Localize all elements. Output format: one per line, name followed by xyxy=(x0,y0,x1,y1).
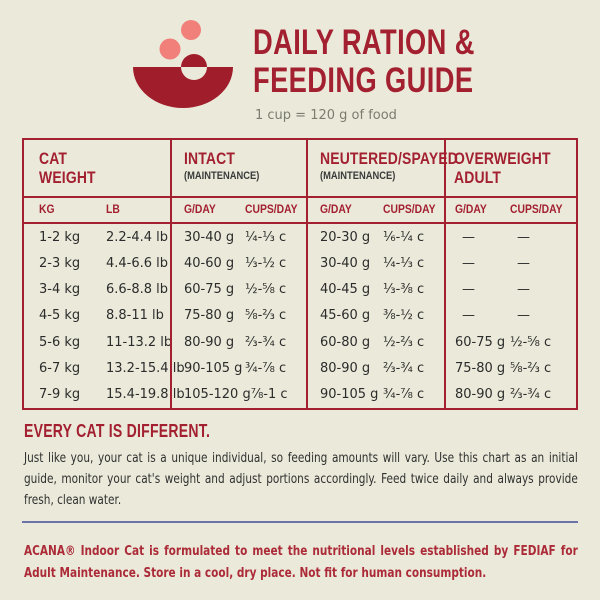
feeding-table xyxy=(22,138,578,410)
cell-kg: 5-6 kg xyxy=(39,334,81,350)
cell-grams: — xyxy=(462,282,475,298)
column-overweight-adult xyxy=(444,140,576,408)
cell-lb: 8.8-11 lb xyxy=(106,308,164,324)
column-data xyxy=(446,224,576,408)
cell-cups: ⅔-¾ c xyxy=(510,387,552,403)
cell-lb: 6.6-8.8 lb xyxy=(106,282,169,298)
table-row xyxy=(24,250,185,276)
cell-grams: 105-120 g xyxy=(184,387,251,403)
table-row xyxy=(172,250,306,276)
page-title-line2: FEEDING GUIDE xyxy=(253,61,474,100)
cell-lb: 15.4-19.8 lb xyxy=(106,387,185,403)
cell-cups: — xyxy=(517,308,530,324)
table-row xyxy=(24,355,185,381)
table-row xyxy=(24,224,185,250)
cell-cups: ⅜-½ c xyxy=(383,308,425,324)
cell-kg: 6-7 kg xyxy=(39,361,81,377)
page-title-line1: DAILY RATION & xyxy=(253,23,475,62)
column-data xyxy=(172,224,306,408)
subheader-cupsday: CUPS/DAY xyxy=(510,204,563,216)
cell-lb: 2.2-4.4 lb xyxy=(106,229,169,245)
column-intact xyxy=(170,140,306,408)
cell-grams: 60-80 g xyxy=(320,334,371,350)
column-title: OVERWEIGHT xyxy=(454,149,551,168)
table-row xyxy=(308,382,444,408)
cell-grams: — xyxy=(462,229,475,245)
cell-cups: — xyxy=(517,282,530,298)
cell-grams: 75-80 g xyxy=(184,308,235,324)
cell-cups: ¾-⅞ c xyxy=(245,361,287,377)
table-row xyxy=(308,355,444,381)
cell-cups: ⅔-¾ c xyxy=(383,361,425,377)
column-data xyxy=(308,224,444,408)
table-row xyxy=(172,303,306,329)
cell-cups: ½-⅝ c xyxy=(245,282,287,298)
cell-kg: 7-9 kg xyxy=(39,387,81,403)
cell-grams: 45-60 g xyxy=(320,308,371,324)
cell-cups: ¼-⅓ c xyxy=(245,229,287,245)
cell-cups: ⅝-⅔ c xyxy=(245,308,287,324)
table-row xyxy=(172,329,306,355)
table-row xyxy=(24,329,185,355)
column-neutered-spayed xyxy=(306,140,459,408)
cell-cups: ¾-⅞ c xyxy=(383,387,425,403)
cell-grams: 30-40 g xyxy=(184,229,235,245)
cell-cups: ⅓-⅜ c xyxy=(383,282,425,298)
column-title: INTACT xyxy=(184,149,236,168)
table-row xyxy=(308,303,444,329)
page-title xyxy=(253,24,537,100)
table-row xyxy=(172,224,306,250)
table-row xyxy=(172,382,306,408)
cell-cups: ⅞-1 c xyxy=(250,387,288,403)
column-header: OVERWEIGHT ADULT xyxy=(446,140,576,198)
table-row xyxy=(308,250,444,276)
cell-grams: 90-105 g xyxy=(320,387,379,403)
cell-kg: 4-5 kg xyxy=(39,308,81,324)
cell-grams: 20-30 g xyxy=(320,229,371,245)
column-data xyxy=(24,224,185,408)
column-title: NEUTERED/SPAYED xyxy=(320,149,459,168)
column-header xyxy=(172,140,306,198)
cell-lb: 13.2-15.4 lb xyxy=(106,361,185,377)
column-subtitle: (MAINTENANCE) xyxy=(184,170,260,182)
cell-grams: 40-45 g xyxy=(320,282,371,298)
table-row xyxy=(24,277,185,303)
table-row xyxy=(446,250,576,276)
subheader-row xyxy=(172,198,306,224)
subheader-gday: G/DAY xyxy=(455,204,487,216)
bowl-with-kibble-icon xyxy=(130,15,240,115)
cell-cups: — xyxy=(517,255,530,271)
cell-cups: ⅓-½ c xyxy=(245,255,287,271)
cell-grams: — xyxy=(462,255,475,271)
notes-text: Just like you, your cat is a unique individual, so feeding amounts will vary. Use this chart as an initial guide, monitor your cat's weight and adjust portions accordingly. Feed twice daily and always provide fresh, clean water. xyxy=(24,450,578,508)
cell-cups: ½-⅔ c xyxy=(383,334,425,350)
table-row xyxy=(308,277,444,303)
table-row xyxy=(172,355,306,381)
subheader-row xyxy=(24,198,170,224)
cell-lb: 11-13.2 lb xyxy=(106,334,173,350)
cell-cups: ⅔-¾ c xyxy=(245,334,287,350)
notes-heading: EVERY CAT IS DIFFERENT. xyxy=(24,421,211,441)
subheader-lb: LB xyxy=(106,204,120,216)
column-header: CAT WEIGHT xyxy=(24,140,170,198)
cell-grams: 80-90 g xyxy=(320,361,371,377)
cell-grams: 90-105 g xyxy=(184,361,243,377)
table-row xyxy=(308,224,444,250)
table-row xyxy=(446,355,576,381)
column-cat-weight xyxy=(24,140,185,408)
subheader-row xyxy=(446,198,576,224)
column-title: CAT xyxy=(39,149,68,168)
cell-grams: 40-60 g xyxy=(184,255,235,271)
column-subtitle: (MAINTENANCE) xyxy=(320,170,396,182)
cell-grams: 60-75 g xyxy=(455,334,506,350)
subheader-gday: G/DAY xyxy=(320,204,352,216)
subheader-kg: KG xyxy=(39,204,55,216)
table-row xyxy=(446,303,576,329)
table-row xyxy=(24,303,185,329)
cell-cups: — xyxy=(517,229,530,245)
column-header xyxy=(308,140,459,198)
cell-cups: ¼-⅓ c xyxy=(383,255,425,271)
cup-conversion-note: 1 cup = 120 g of food xyxy=(255,108,397,123)
cell-grams: — xyxy=(462,308,475,324)
cell-grams: 30-40 g xyxy=(320,255,371,271)
subheader-gday: G/DAY xyxy=(184,204,216,216)
divider-line xyxy=(22,521,578,523)
table-row xyxy=(446,329,576,355)
cell-grams: 75-80 g xyxy=(455,361,506,377)
cell-kg: 3-4 kg xyxy=(39,282,81,298)
table-row xyxy=(446,382,576,408)
cell-grams: 80-90 g xyxy=(184,334,235,350)
cell-kg: 1-2 kg xyxy=(39,229,81,245)
subheader-cupsday: CUPS/DAY xyxy=(245,204,298,216)
table-row xyxy=(172,277,306,303)
cell-kg: 2-3 kg xyxy=(39,255,81,271)
table-row xyxy=(446,224,576,250)
footer-text: ACANA® Indoor Cat is formulated to meet the nutritional levels established by FEDIAF for Adult Maintenance. Store in a cool, dry place. Not fit for human consumption. xyxy=(24,543,578,581)
table-row xyxy=(446,277,576,303)
cell-cups: ⅙-¼ c xyxy=(383,229,425,245)
cell-grams: 60-75 g xyxy=(184,282,235,298)
table-row xyxy=(308,329,444,355)
cell-lb: 4.4-6.6 lb xyxy=(106,255,169,271)
subheader-cupsday: CUPS/DAY xyxy=(383,204,436,216)
cell-cups: ⅝-⅔ c xyxy=(510,361,552,377)
subheader-row xyxy=(308,198,444,224)
table-row xyxy=(24,382,185,408)
cell-cups: ½-⅝ c xyxy=(510,334,552,350)
cell-grams: 80-90 g xyxy=(455,387,506,403)
